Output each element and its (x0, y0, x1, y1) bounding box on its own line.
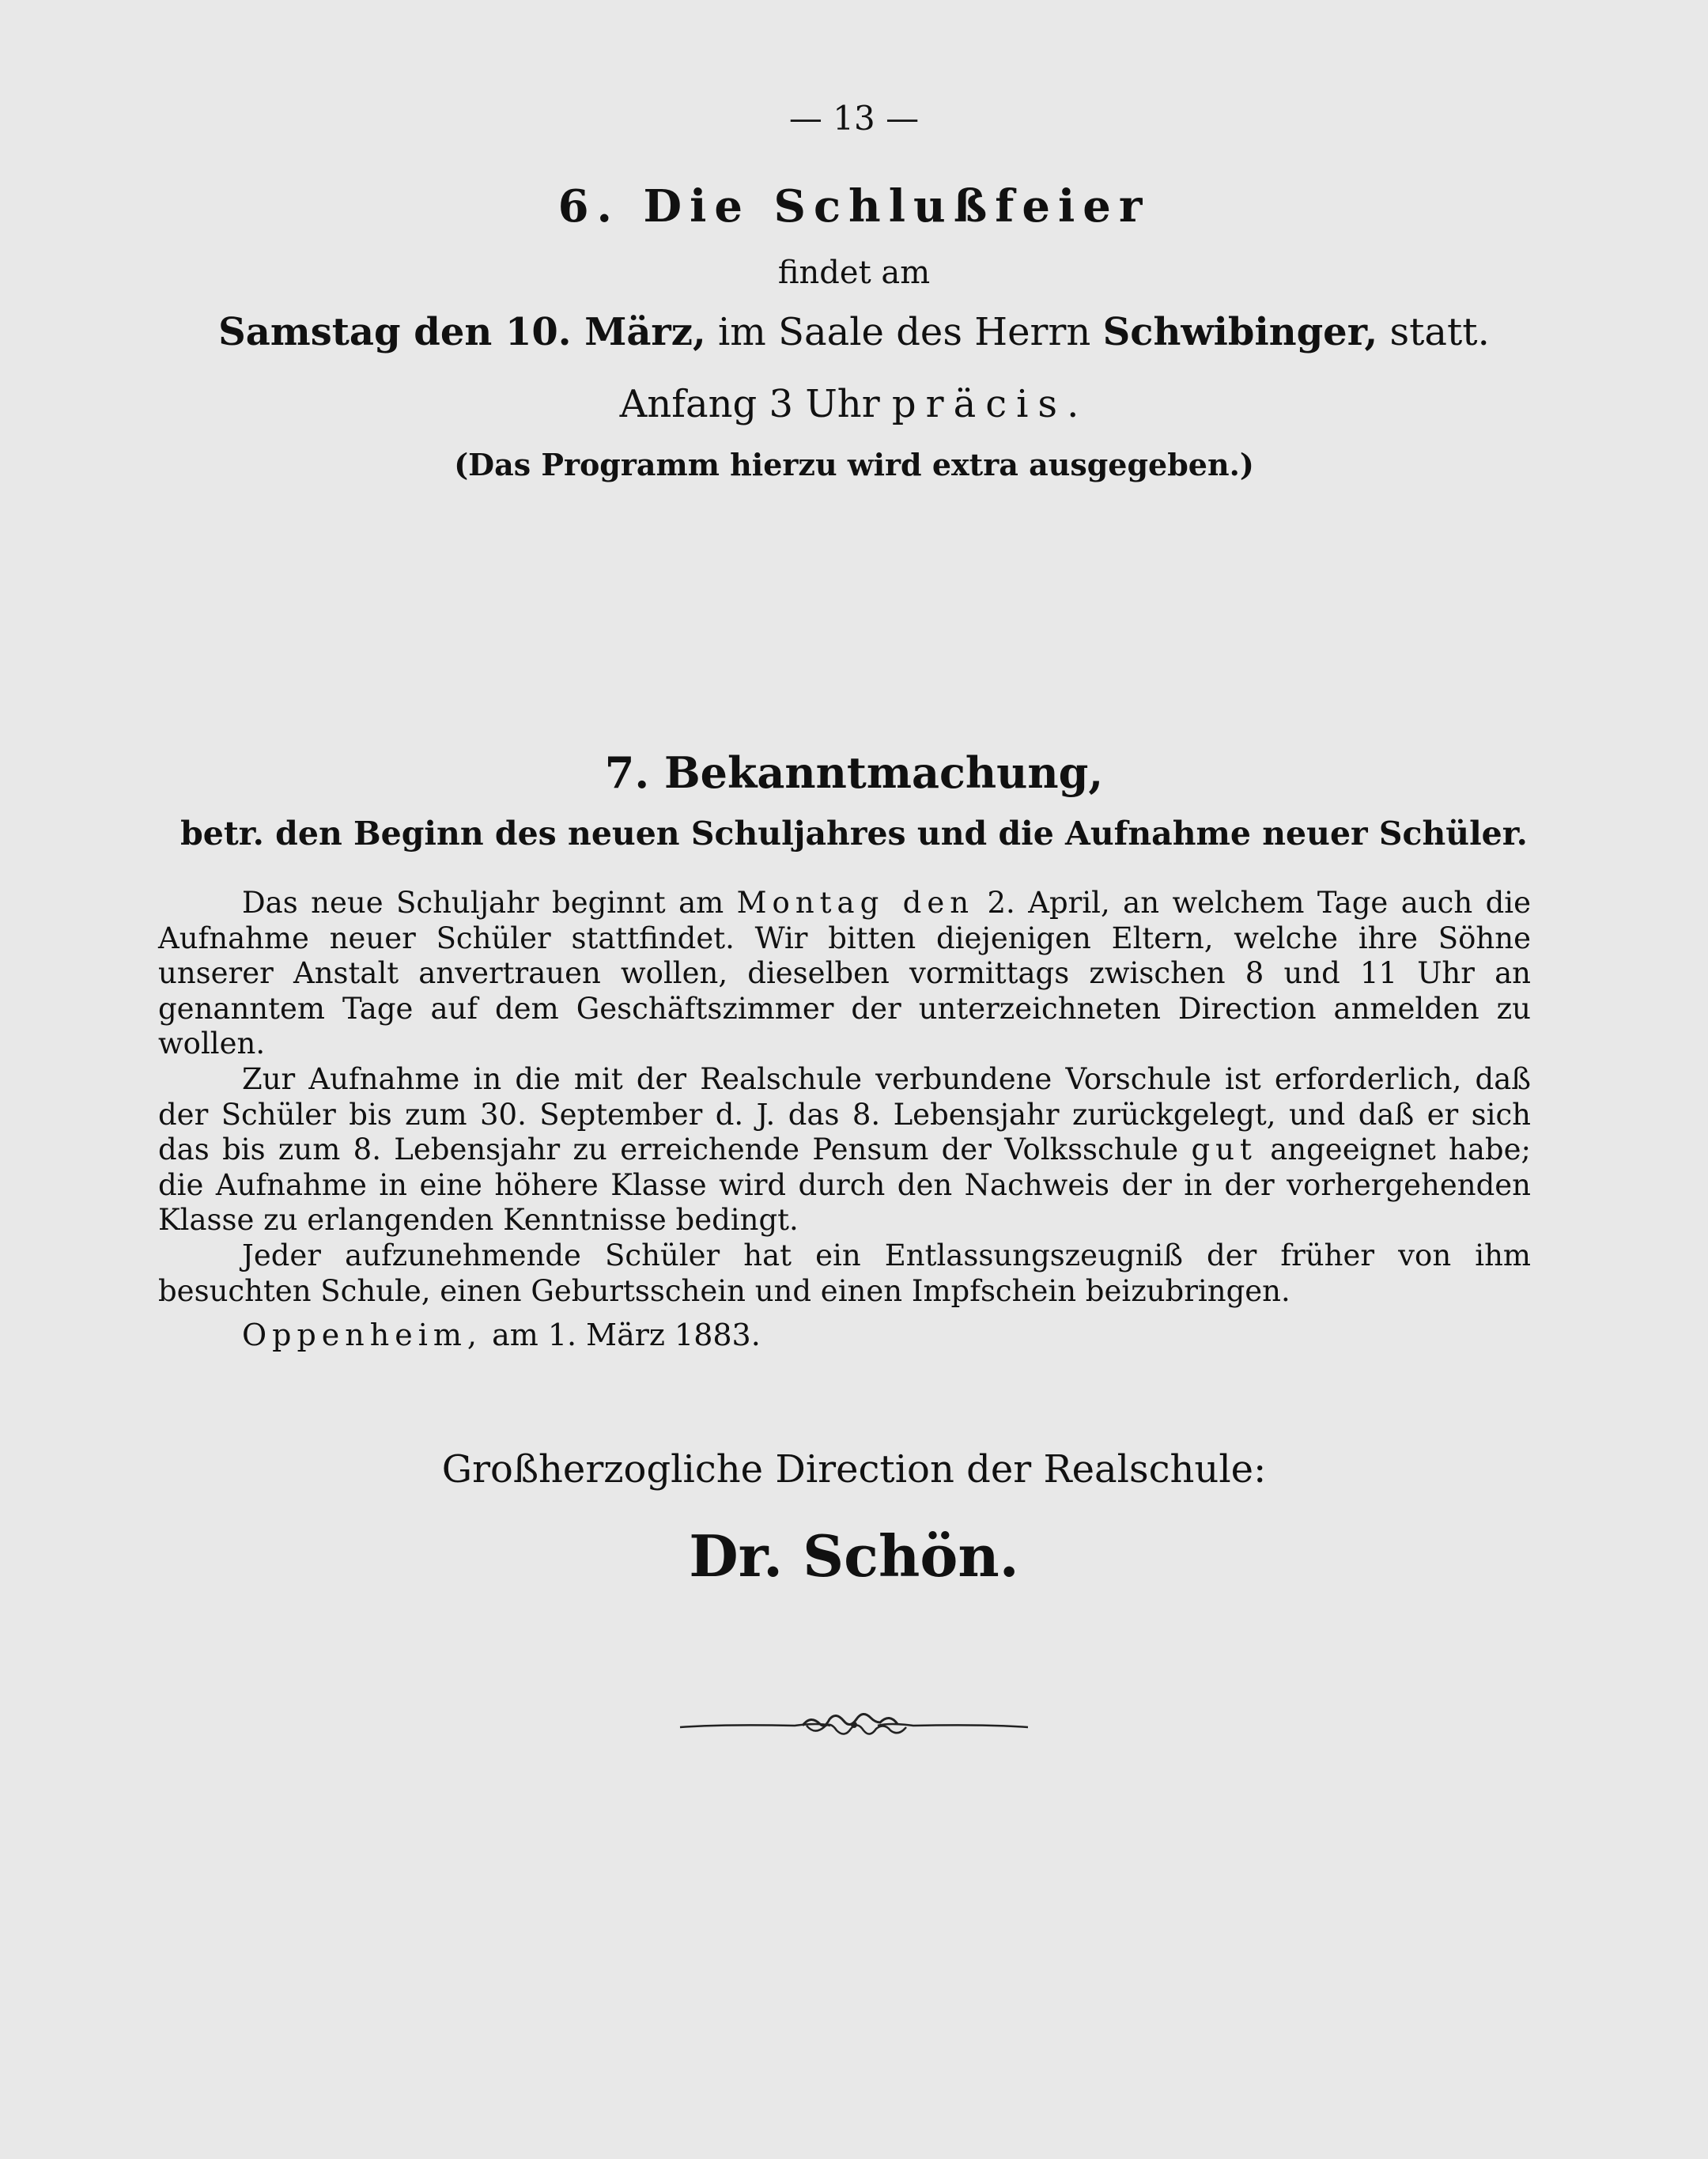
page-number: — 13 — (788, 99, 920, 138)
section-7-subheading: betr. den Beginn des neuen Schuljahres und die Aufnahme neuer Schüler. (180, 815, 1528, 853)
p2-start: Zur Aufnahme in die mit der Realschule verbundene Vorschule ist erforderlich, daß der Schüler bis zum 30. September d. J. das 8. Lebensjahr zurückgelegt, und daß er sich das bis zum 8. Lebensjahr zu erreichende Pensum der Volksschule (158, 1061, 1531, 1167)
p2-rest: angeeignet habe; die Aufnahme in eine höhere Klasse wird durch den Nachweis der in der vorhergehenden Klasse zu erlangenden Kenntnisse bedingt. (158, 1132, 1531, 1238)
ornament-divider-icon (676, 1708, 1032, 1740)
date-bold: Samstag den 10. März, (218, 310, 706, 354)
start-prefix: Anfang 3 Uhr (619, 382, 892, 426)
start-spaced: präcis. (891, 382, 1089, 426)
signature: Dr. Schön. (689, 1522, 1019, 1590)
paragraph-2 (158, 1062, 1531, 1238)
start-time-line (0, 382, 1708, 426)
hall-text: im Saale des Herrn (705, 310, 1103, 354)
p1-day: Montag den (736, 886, 975, 920)
statt-text: statt. (1377, 310, 1490, 354)
host-name: Schwibinger, (1102, 310, 1378, 354)
program-note: (Das Programm hierzu wird extra ausgegeben.) (454, 447, 1254, 482)
findet-am-line: findet am (777, 255, 931, 291)
paragraph-3: Jeder aufzunehmende Schüler hat ein Entlassungszeugniß der früher von ihm besuchten Schule, einen Geburtsschein und einen Impfschein beizubringen. (158, 1238, 1531, 1308)
p1-start: Das neue Schuljahr beginnt am (242, 886, 737, 920)
place-date-line (242, 1318, 761, 1352)
place-date: am 1. März 1883. (482, 1318, 761, 1352)
paragraph-1 (158, 886, 1531, 1062)
section-6-heading: 6. Die Schlußfeier (557, 180, 1151, 233)
date-line (0, 310, 1708, 354)
p1-rest: 2. April, an welchem Tage auch die Aufnahme neuer Schüler stattfindet. Wir bitten diejenigen Eltern, welche ihre Söhne unserer Anstalt anvertrauen wollen, dieselben vormittags zwischen 8 und 11 Uhr an genanntem Tage auf dem Geschäftszimmer der unterzeichneten Direction anmelden zu wollen. (158, 886, 1531, 1061)
section-7-heading: 7. Bekanntmachung, (604, 747, 1104, 798)
direction-line: Großherzogliche Direction der Realschule: (441, 1447, 1267, 1492)
place-city: Oppenheim, (242, 1318, 482, 1352)
p2-gut: gut (1191, 1132, 1257, 1167)
announcement-body (158, 886, 1531, 1309)
